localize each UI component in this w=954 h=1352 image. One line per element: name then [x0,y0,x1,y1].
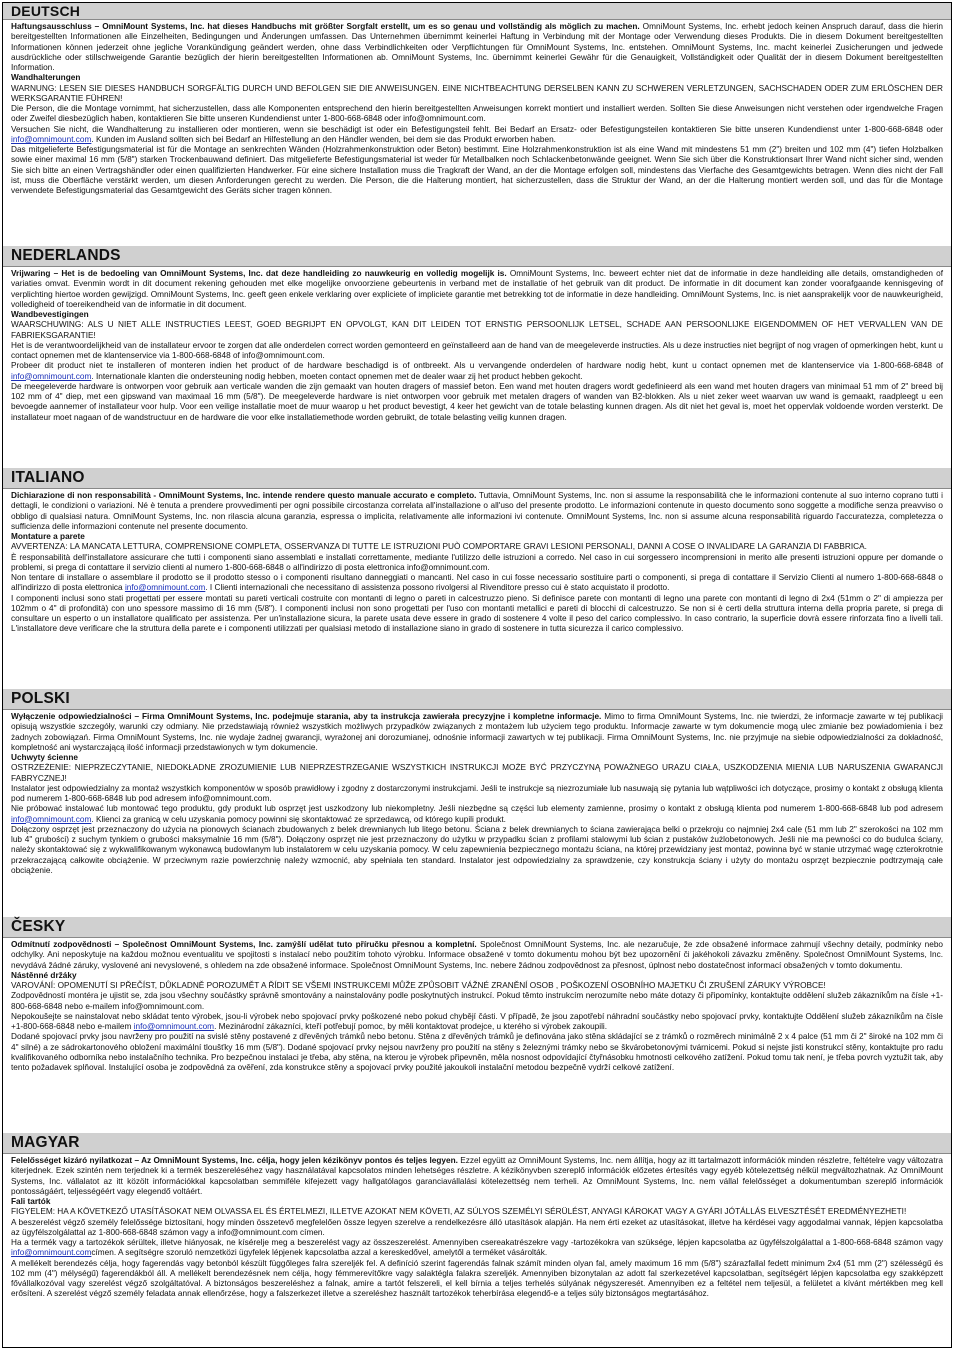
installer-paragraph: Het is de verantwoordelijkheid van de installateur ervoor te zorgen dat alle onderdelen correct worden gemonteerd en geïnstalleerd aan de hand van de meegeleverde instructies. Als u deze instructies niet begrijpt of nog vragen of opmerkingen hebt, kunt u contact opnemen met de klantenservice via 1-800-668-6848 of info@omnimount.com. [11,340,943,360]
installer-paragraph: A beszerelést végző személy felelőssége biztosítani, hogy minden összetevő megfelelően össze legyen szerelve a rendelkezésre álló utasítások alapján. Ha nem érti ezeket az utasításokat, illetve ha kérdései vagy aggodalmai vannak, lépjen kapcsolatba az ügyfélszolgálattal az 1-800-668-6848 számon vagy a info@omnimount.com címen. [11,1217,943,1237]
section-title: POLSKI [3,689,951,710]
wall-structure-paragraph: Dodané spojovací prvky jsou navrženy pro použití na svislé stěny postavené z dřevěných trámků nebo betonu. Stěna z dřevěných trámků je definována jako stěna skládající se z trámků o rozměrech minimálně 2 x 4 palce (51 mm či 2" široké na 102 mm či 4" silné) a ze sádrokartonového obložení maximální tloušťky 16 mm (5/8"). Dodané spojovací prvky nejsou navrženy pro použití na stěny s železnými trámky nebo se škvárobetonovými tvárnicemi. Pokud si nejste jisti konstrukcí stěny, kontaktujte pro radu kvalifikovaného odborníka nebo instalačního technika. Pro bezpečnou instalaci je třeba, aby stěna, na kterou je výrobek připevněn, měla nosnost odpovídající čtyřnásobku hmotnosti celkového zatížení. Pokud tomu tak není, je třeba povrch vyztužit tak, aby tento požadavek splňoval. Instalující osoba je zodpovědná za ověření, zda konstrukce stěny a spojovací prvky použité jakoukoli instalační metodou bezpečně vydrží celkové zatížení. [11,1032,943,1072]
warning-text: AVVERTENZA: LA MANCATA LETTURA, COMPRENSIONE COMPLETA, OSSERVANZA DI TUTTE LE ISTRUZIONI PUÒ COMPORTARE GRAVI LESIONI PERSONALI, DANNI A COSE O INVALIDARE LA GARANZIA DI FABBRICA. [11,542,867,552]
hardware-heading: Nástěnné držáky [11,970,77,980]
language-section [3,468,951,685]
document-page [2,2,952,1348]
section-title: ITALIANO [3,468,951,489]
section-title: ČESKY [3,917,951,938]
hardware-heading: Montature a parete [11,532,85,541]
language-section [3,246,951,464]
disclaimer-heading: Odmítnutí zodpovědnosti – Společnost OmniMount Systems, Inc. zamýšlí udělat tuto příručku přesnou a kompletní. [11,940,477,949]
disclaimer-text: Společnost OmniMount Systems, Inc. ale nezaručuje, že zde obsažené informace zahrnují všechny detaily, podmínky nebo odchylky. Ani neposkytuje na každou možnou eventualitu ve spojitosti s instalací nebo použitím tohoto výrobku. Informace obsažené v tomto dokumentu mohou být bez upozornění či jakéhokoli závazku změněny. Společnost OmniMount Systems, Inc. nevydává žádné záruky, vyslovené ani nevyslovené, s ohledem na zde obsažené informace. Společnost OmniMount Systems, Inc. nebere žádnou zodpovědnost za přesnost, úplnost nebo dostatečnost informací obsažených v tomto dokumentu. [11,940,943,970]
disclaimer-text: Tuttavia, OmniMount Systems, Inc. non si assume la responsabilità che le informazioni contenute al suo interno coprano tutti i dettagli, le condizioni o variazioni. Né è tenuta a prendere provvedimenti per ogni possibile circostanza correlata all'installazione o all'uso del presente prodotto. Le informazioni contenute in questo documento sono soggette a modifiche senza preavviso o obbligo di qualsiasi natura. OmniMount Systems, Inc. non rilascia alcuna garanzia, espressa o implicita, relativamente alle informazioni ivi contenute. OmniMount Systems, Inc. non si assume alcuna responsabilità riguardo l'accuratezza, completezza o sufficienza delle informazioni contenute nel presente documento. [11,491,943,531]
section-body [3,489,951,685]
replacement-text: Versuchen Sie nicht, die Wandhalterung zu installieren oder montieren, wenn sie beschädigt ist oder ein Befestigungsteil fehlt. Bei Bedarf an Ersatz- oder Befestigungsteilen kontaktieren Sie bitte unseren Kundendienst unter 1-800-668-6848 oder [11,124,943,134]
email-link[interactable]: info@omnimount.com [133,1022,215,1031]
email-link[interactable]: info@omnimount.com [11,371,92,381]
wall-structure-paragraph: A mellékelt berendezés célja, hogy fagerendás vagy betonból készült függőleges falra szereljék fel. A definíció szerint fagerendás falnak számít minden olyan fal, amely maximum 16 mm (5/8") szárazfallal fedett minimum 2x4 (51 mm (2") szélességű és 102 mm (4") mélységű) fagerendákból áll. A mellékelt berendezésnek nem célja, hogy fémmerevítőkre vagy salaktégla falakra szereljék. Amennyiben bizonytalan az adott fal szerkezetével kapcsolatban, segítségért lépjen kapcsolatba egy szakképzett fővállalkozóval vagy szerelést végző szolgáltatóval. A biztonságos beszereléshez a falnak, amire a tartót felszereli, el kell bírnia a teljes terhelés súlyának négyszeresét. Amennyiben ez a feltétel nem teljesül, a felületet a kívánt mértékben meg kell erősíteni. A szerelést végző személy feladata annak ellenőrzése, hogy a falszerkezet illetve a szereléshez használt tartozékok teherbírása elegendő-e a teljes súly biztonságos megtartásához. [11,1258,943,1299]
installer-paragraph: Instalator jest odpowiedzialny za montaż wszystkich komponentów w sposób prawidłowy i zgodny z dostarczonymi instrukcjami. Jeśli te instrukcje są niezrozumiałe lub nasuwają się pytania lub wątpliwości ich dotyczące, prosimy o kontakt z obsługą klienta pod numerem 1-800-668-6848 lub pod adresem info@omnimount.com. [11,783,943,803]
disclaimer-paragraph [11,1156,943,1197]
disclaimer-text: Ezzel együtt az OmniMount Systems, Inc. nem állítja, hogy az itt tartalmazott információk minden részletre, feltételre vagy változatra kiterjednek. Ezek szintén nem terjednek ki a termék beszereléséhez vagy használatával kapcsolatos minden lehetséges részletre. A kézikönyvben szereplő információk előzetes értesítés vagy egyéb kötelezettség nélkül megváltozhatnak. Az OmniMount Systems, Inc. vállalatot az itt közölt információkkal kapcsolatban semmiféle kifejezett vagy hallgatólagos garanciavállalási kötelezettség nem terheli. Az OmniMount Systems, Inc. nem vállal felelősséget a dokumentumban szereplő információk pontosságáért, teljességéért vagy elegendő voltáért. [11,1156,943,1196]
warning-text: WARNUNG: LESEN SIE DIESES HANDBUCH SORGFÄLTIG DURCH UND BEFOLGEN SIE DIE ANWEISUNGEN. EINE NICHTBEACHTUNG DERSELBEN KANN ZU SCHWEREN VERLETZUNGEN, SACHSCHADEN ODER ZUM ERLÖSCHEN DER WERKSGARANTIE FÜHREN! [11,83,943,103]
language-section [3,689,951,913]
replacement-text: Nie próbować instalować lub montować tego produktu, gdy produkt lub osprzęt jest uszkodzony lub niekompletny. Jeśli niezbędne są części lub elementy zamienne, prosimy o kontakt z obsługą klienta pod numerem 1-800-668-6848 lub pod adresem [11,804,943,814]
replacement-text-end: . I Clienti internazionali che necessitano di assistenza possono rivolgersi al Rivenditore presso cui è stato acquistato il prodotto. [205,583,670,593]
hardware-heading: Wandbevestigingen [11,310,89,319]
replacement-text-end: címen. A segítségre szoruló nemzetközi ügyfelek lépjenek kapcsolatba azzal a kereskedővel, amelytől a terméket vásárolták. [91,1248,548,1258]
warning-text: WAARSCHUWING: ALS U NIET ALLE INSTRUCTIES LEEST, GOED BEGRIJPT EN OPVOLGT, KAN DIT LEIDEN TOT ERNSTIG PERSOONLIJK LETSEL, SCHADE AAN PERSOONLIJKE EIGENDOMMEN OF HET VERVALLEN VAN DE FABRIEKSGARANTIE! [11,320,943,340]
replacement-paragraph [11,361,943,382]
disclaimer-paragraph [11,269,943,310]
section-body [3,20,951,242]
language-section [3,917,951,1129]
wall-structure-paragraph: De meegeleverde hardware is ontworpen voor gebruik aan verticale wanden die zijn gemaakt van houten dragers of massief beton. Een wand met houten dragers wordt gedefinieerd als een wand met houten dragers van minimaal 51 mm of 2" breed bij 102 mm of 4" diep, met een gipswand van maximaal 16 mm (5/8"). De meegeleverde hardware is niet ontworpen voor gebruik met metalen dragers of wanden van B2-blokken. Als u niet zeker weet waarvan uw wand is gemaakt, raadpleegt u een bevoegde aannemer of installateur voor hulp. Voor een veilige installatie moet de muur waarop u het product bevestigt, 4 keer het gewicht van de totale belasting kunnen dragen. Als dit niet het geval is, moet het oppervlak voldoende worden versterkt. De installateur moet nagaan of de wandstructuur en de hardware die voor elke installatiemethode worden gebruikt, de totale belasting veilig kunnen dragen. [11,381,943,422]
wall-structure-paragraph: Das mitgelieferte Befestigungsmaterial ist für die Montage an senkrechten Wänden (Holzrahmenkonstruktion oder Beton) bestimmt. Eine Holzrahmenkonstruktion ist als eine Wand mit mindestens 51 mm (2") breiten und 102 mm (4") tiefen Holzbalken sowie einer maximal 16 mm (5/8") starken Trockenbauwand definiert. Das mitgelieferte Befestigungsmaterial ist weder für Metallbalken noch Schlackenbetonwände geeignet. Wenn Sie sich über die Konstruktionsart Ihrer Wand nicht sicher sind, wenden Sie sich bitte an einen Vertragshändler oder einen qualifizierten Handwerker. Für eine sichere Installation muss die Tragkraft der Wand, an der die Montage erfolgen soll, mindestens das Vierfache des Gesamtgewichts betragen. Wenn dies nicht der Fall ist, muss die Oberfläche verstärkt werden, um diesen Anforderungen gerecht zu werden. Die Person, die die Halterung montiert, hat sicherzustellen, dass die Struktur der Wand, an der die Halterung montiert werden soll, und das für die Montage verwendete Befestigungsmaterial das Gesamtgewicht des Geräts sicher tragen können. [11,145,943,195]
replacement-text-end: . Kunden im Ausland sollten sich bei Bedarf an Hilfestellung an den Händler wenden, bei dem sie das Produkt erworben haben. [91,134,556,144]
disclaimer-paragraph [11,491,943,532]
replacement-text-end: . Klienci za granicą w celu uzyskania pomocy powinni się skontaktować ze sprzedawcą, od którego kupili produkt. [91,814,506,824]
replacement-text-end: . Mezinárodní zákazníci, kteří potřebují pomoc, by měli kontaktovat prodejce, u kterého si výrobek zakoupili. [214,1022,608,1031]
wall-structure-paragraph: I componenti inclusi sono stati progettati per essere montati su pareti verticali costruite con montanti di legno o pareti in calcestruzzo pieno. Si definisce parete con montanti di legno una parete con montanti di legno di 2x4 (51mm o 2" di ampiezza per 102mm o 4" di profondità) con uno spessore massimo di 16 mm (5/8"). I componenti inclusi non sono progettati per l'uso con montanti metallici e pareti di blocchi di calcestruzzo. Se non si è certi della struttura interna della propria parete, si prega di consultare un esperto o un installatore qualificato per assistenza. Per un'installazione sicura, la parete usata deve essere in grado di sostenere 4 volte il peso del carico complessivo. In caso contrario, la superficie dovrà essere rinforzata fino a livelli tali. L'installatore deve verificare che la struttura della parete e i componenti utilizzati per qualsiasi metodo di installazione siano in grado di sostenere in tutta sicurezza il carico complessivo. [11,593,943,634]
section-body [3,267,951,464]
disclaimer-paragraph [11,22,943,73]
replacement-paragraph [11,573,943,594]
replacement-paragraph [11,1238,943,1259]
email-link[interactable]: info@omnimount.com [11,1248,92,1258]
disclaimer-text: OmniMount Systems, Inc. beweert echter niet dat de informatie in deze handleiding alle details, omstandigheden of variaties omvat. Evenmin wordt in dit document rekening gehouden met elke mogelijke onvoorziene gebeurtenis in verband met de installatie of het gebruik van dit product. De informatie in dit document kan zonder voorafgaande kennisgeving of verplichting hiertoe worden gewijzigd. OmniMount Systems, Inc. geeft geen enkele verklaring over expliciete of impliciete garantie met betrekking tot de informatie in deze handleiding. OmniMount Systems, Inc. is niet aansprakelijk voor de nauwkeurigheid, volledigheid of toereikendheid van de informatie in dit document. [11,269,944,309]
language-section [3,3,951,242]
replacement-text: Non tentare di installare o assemblare il prodotto se il prodotto stesso o i componenti risultano danneggiati o mancanti. Nel caso in cui fosse necessario sostituire parti o componenti, si prega di contattare il Servizio Clienti al numero 1-800-668-6848 o all'indirizzo di posta elettronica [11,573,943,593]
installer-paragraph: È responsabilità dell'installatore assicurare che tutti i componenti siano assemblati e installati correttamente, mediante l'utilizzo delle istruzioni a corredo. Nel caso in cui sorgessero incomprensioni in merito alle presenti istruzioni oppure per domande o problemi, si prega di contattare il servizio clienti al numero 1-800-668-6848 o all'indirizzo di posta elettronica info@omnimount.com. [11,552,943,572]
disclaimer-heading: Haftungsausschluss – OmniMount Systems, Inc. hat dieses Handbuchs mit größter Sorgfalt erstellt, um es so genau und vollständig als möglich zu machen. [11,22,640,31]
disclaimer-paragraph [11,940,943,971]
section-title: NEDERLANDS [3,246,951,267]
language-section [3,1133,951,1342]
section-title: DEUTSCH [3,3,951,20]
replacement-paragraph [11,804,943,825]
warning-text: OSTRZEŻENIE: NIEPRZECZYTANIE, NIEDOKŁADNE ZROZUMIENIE LUB NIEPRZESTRZEGANIE WSZYSTKICH INSTRUKCJI MOŻE BYĆ PRZYCZYNĄ POWAŻNEGO URAZU CIAŁA, USZKODZENIA MIENIA LUB NARUSZENIA GWARANCJI FABRYCZNEJ! [11,763,943,783]
disclaimer-heading: Wyłączenie odpowiedzialności – Firma OmniMount Systems, Inc. podejmuje starania, aby ta instrukcja zawierała precyzyjne i kompletne informacje. [11,712,602,721]
email-link[interactable]: info@omnimount.com [11,134,92,144]
disclaimer-heading: Vrijwaring – Het is de bedoeling van OmniMount Systems, Inc. dat deze handleiding zo nauwkeurig en volledig mogelijk is. [11,269,507,278]
installer-paragraph: Die Person, die die Montage vornimmt, hat sicherzustellen, dass alle Komponenten entsprechend den hierin bereitgestellten Anweisungen korrekt montiert und installiert werden. Sollten Sie diese Anweisungen nicht verstehen oder irgendwelche Fragen oder Zweifel diesbezüglich haben, kontaktieren Sie bitte unseren Kundendienst unter 1-800-668-6848 oder info@omnimount.com. [11,104,943,124]
disclaimer-text: OmniMount Systems, Inc. erhebt jedoch keinen Anspruch darauf, dass die hierin bereitgestellten Informationen alle Einzelheiten, Bedingungen und Änderungen umfassen. Das Unternehmen übernimmt keinerlei Haftung in Verbindung mit der Montage oder Verwendung dieses Produkts. Die in diesem Dokument bereitgestellten Informationen können jederzeit ohne jegliche Vorankündigung geändert werden, ohne dass Verbindlichkeiten oder Verpflichtungen für OmniMount Systems, Inc. entstehen. OmniMount Systems, Inc. macht keinerlei Zusicherungen und jedwede ausdrückliche oder stillschweigende Garantie bezüglich der hierin bereitgestellten Informationen ab. OmniMount Systems, Inc. übernimmt keinerlei Gewähr für die Genauigkeit, Vollständigkeit oder Qualität der in diesem Dokument bereitgestellten Information. [11,22,943,72]
replacement-text: Nepokoušejte se nainstalovat nebo skládat tento výrobek, jsou-li výrobek nebo spojovací prvky poškozené nebo pokud chybějí části. V případě, že jsou zapotřebí náhradní součástky nebo spojovací prvky, kontaktujte Oddělení služeb zákazníkům na čísle +1-800-668-6848 nebo e-mailem [11,1011,943,1031]
replacement-text: Probeer dit product niet te installeren of monteren indien het product of de hardware beschadigd is of ontbreekt. Als u vervangende onderdelen of hardware nodig hebt, kunt u contact opnemen met de klantenservice via 1-800-668-6848 of [11,361,943,371]
wall-structure-paragraph: Dołączony osprzęt jest przeznaczony do użycia na pionowych ścianach zbudowanych z belek drewnianych lub litego betonu. Ściana z belek drewnianych to ściana zawierająca belki o przekroju co najmniej 2x4 cale (51 mm lub 2" szerokości na 102 mm lub 4" grubości) z suchym tynkiem o grubości maksymalnie 16 mm (5/8"). Dołączony osprzęt nie jest przeznaczony do użytku w przypadku ścian z profilami stalowymi lub ścian z pustaków żużlobetonowych. Jeśli nie ma pewności co do budulca ściany, należy skontaktować się z wykwalifikowanym wykonawcą budowlanym lub instalatorem w celu uzyskania pomocy. W celu zapewnienia bezpiecznego montażu ściana, na której przewidziany jest montaż, powinna być w stanie utrzymać wagę czterokrotnie przekraczającą całkowite obciążenie. W przeciwnym razie powierzchnię należy wzmocnić, aby spełniała ten standard. Instalator jest odpowiedzialny za sprawdzenie, czy konstrukcja ściany i użyty do montażu osprzęt bezpiecznie podtrzymają całe obciążenie. [11,824,943,875]
disclaimer-paragraph [11,712,943,753]
replacement-paragraph [11,125,943,146]
disclaimer-heading: Felelősséget kizáró nyilatkozat – Az OmniMount Systems, Inc. célja, hogy jelen kézikönyv pontos és teljes legyen. [11,1156,458,1165]
installer-paragraph: Zodpovědností montéra je ujistit se, zda jsou všechny součástky správně smontovány a nainstalovány podle poskytnutých instrukcí. Pokud těmto instrukcím nerozumíte nebo máte dotazy či připomínky, kontaktujte oddělení služeb zákazníkům na čísle +1-800-668-6848 nebo e-mailem info@omnimount.com. [11,991,943,1011]
disclaimer-text: Mimo to firma OmniMount Systems, Inc. nie twierdzi, że informacje zawarte w tej publikacji opisują wszystkie szczegóły, warunki czy odmiany. Nie przedstawiają również wszystkich możliwych przypadków związanych z montażem lub użyciem tego produktu. Informacje zawarte w tym dokumencie mogą ulec zmianie bez powiadomienia i bez żadnych zobowiązań. Firma OmniMount Systems, Inc. nie wydaje żadnej gwarancji, wyrażonej ani dorozumianej, odnośnie informacji zawartych w tej publikacji. Firma OmniMount Systems, Inc. nie przyjmuje na siebie odpowiedzialności za dokładność, kompletność ani wystarczającą ilość informacji przedstawionych w tym dokumencie. [11,712,943,752]
email-link[interactable]: info@omnimount.com [11,814,92,824]
hardware-heading: Uchwyty ścienne [11,753,78,762]
replacement-text-end: . Internationale klanten die ondersteuning nodig hebben, moeten contact opnemen met de dealer waar zij het product hebben gekocht. [91,371,583,381]
hardware-heading: Wandhalterungen [11,73,81,83]
hardware-heading: Fali tartók [11,1197,51,1206]
replacement-paragraph [11,1012,943,1033]
disclaimer-heading: Dichiarazione di non responsabilità - OmniMount Systems, Inc. intende rendere questo manuale accurato e completo. [11,491,477,500]
section-body [3,1154,951,1342]
warning-text: FIGYELEM: HA A KÖVETKEZŐ UTASÍTÁSOKAT NEM OLVASSA EL ÉS ÉRTELMEZI, ILLETVE AZOKAT NEM KÖVETI, AZ SÚLYOS SZEMÉLYI SÉRÜLÉST, ANYAGI KÁROKAT VAGY A GYÁRI JÓTÁLLÁS ELVESZTÉSÉT EREDMÉNYEZHETI! [11,1207,907,1217]
replacement-text: Ha a termék vagy a tartozékok sérültek, illetve hiányosak, ne kísérelje meg a beszerelést vagy az összeszerelést. Amennyiben csereakatrészekre vagy -tartozékokra van szüksége, lépjen kapcsolatba az ügyfélszolgálattal a 1-800-668-6848 számon vagy [11,1238,943,1247]
email-link[interactable]: info@omnimount.com [124,583,206,593]
section-title: MAGYAR [3,1133,951,1154]
warning-text: VAROVÁNÍ: OPOMENUTÍ SI PŘEČÍST, DŮKLADNĚ POROZUMĚT A ŘÍDIT SE VŠEMI INSTRUKCEMI MŮŽE ZPŮSOBIT VÁŽNÉ ZRANĚNÍ OSOB , POŠKOZENÍ OSOBNÍHO MAJETKU ČI ZRUŠENÍ ZÁRUKY VÝROBCE! [11,981,826,990]
section-body [3,710,951,913]
section-body [3,938,951,1129]
